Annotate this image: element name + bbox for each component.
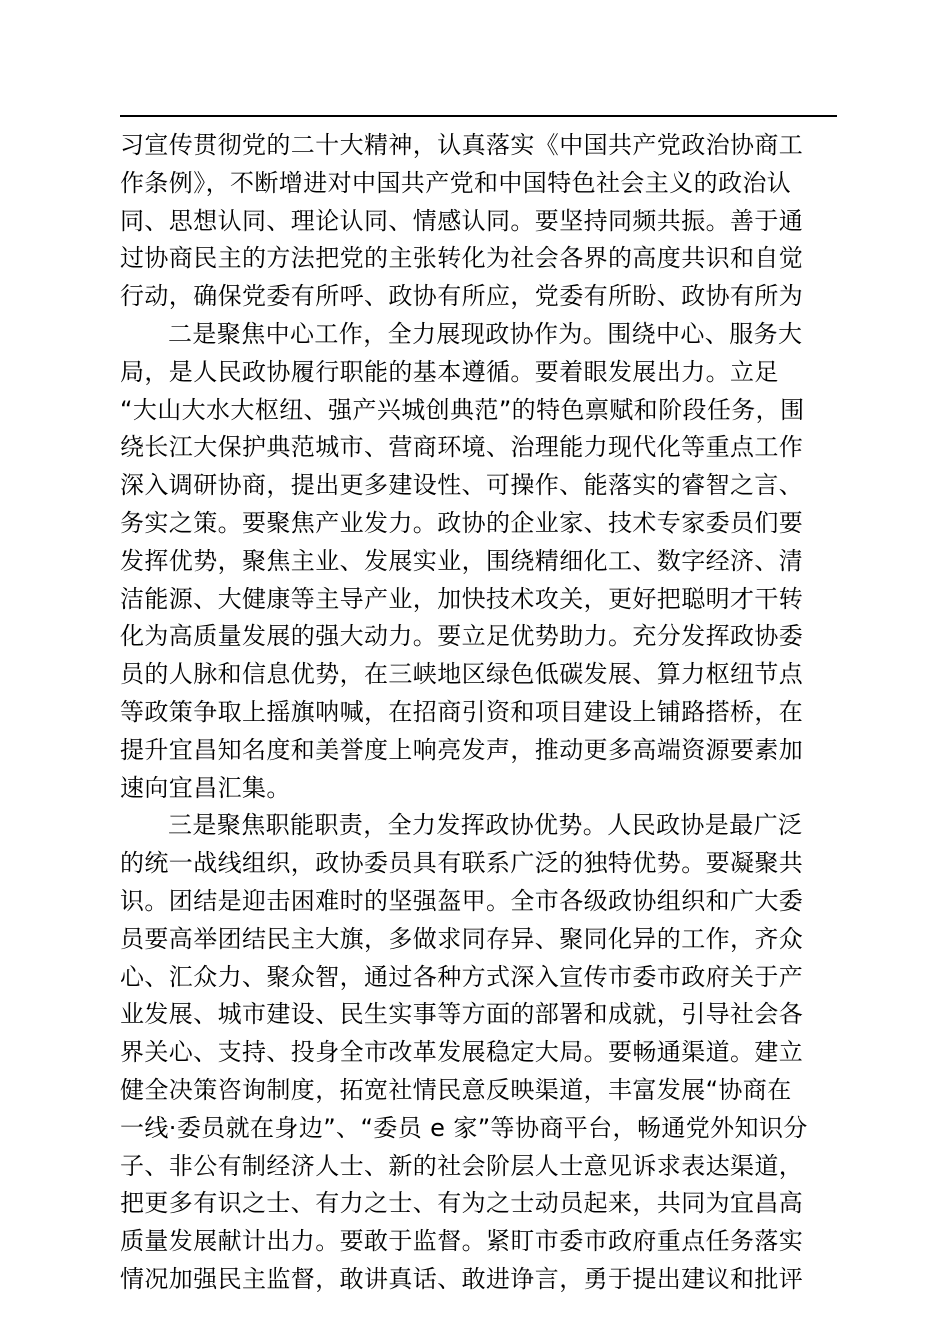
- text-line: 员要高举团结民主大旗，多做求同存异、聚同化异的工作，齐众: [120, 924, 804, 953]
- paragraph-first-line: 三是聚焦职能职责，全力发挥政协优势。人民政协是最广泛: [168, 811, 803, 840]
- text-line: 习宣传贯彻党的二十大精神，认真落实《中国共产党政治协商工: [120, 131, 804, 159]
- text-line: 深入调研协商，提出更多建设性、可操作、能落实的睿智之言、: [120, 471, 804, 500]
- text-line: 行动，确保党委有所呼、政协有所应，党委有所盼、政协有所为: [120, 282, 804, 311]
- text-line: 化为高质量发展的强大动力。要立足优势助力。充分发挥政协委: [120, 622, 804, 651]
- text-line: 识。团结是迎击困难时的坚强盔甲。全市各级政协组织和广大委: [120, 886, 804, 915]
- text-line: 提升宜昌知名度和美誉度上响亮发声，推动更多高端资源要素加: [120, 735, 804, 764]
- text-line: 过协商民主的方法把党的主张转化为社会各界的高度共识和自觉: [120, 244, 804, 273]
- text-line: 质量发展献计出力。要敢于监督。紧盯市委市政府重点任务落实: [120, 1227, 804, 1256]
- text-line: 健全决策咨询制度，拓宽社情民意反映渠道，丰富发展“协商在: [120, 1075, 792, 1104]
- text-line: 洁能源、大健康等主导产业，加快技术攻关，更好把聪明才干转: [120, 584, 804, 613]
- text-line: 速向宜昌汇集。: [120, 773, 291, 802]
- document-body: [120, 127, 860, 1299]
- text-line: 等政策争取上摇旗呐喊，在招商引资和项目建设上铺路搭桥，在: [120, 697, 804, 726]
- text-line: 把更多有识之士、有力之士、有为之士动员起来，共同为宜昌高: [120, 1189, 804, 1218]
- text-line: 一线·委员就在身边”、“委员 e 家”等协商平台，畅通党外知识分: [120, 1113, 808, 1142]
- text-line: 心、汇众力、聚众智，通过各种方式深入宣传市委市政府关于产: [120, 962, 804, 991]
- text-line: “大山大水大枢纽、强产兴城创典范”的特色禀赋和阶段任务，围: [120, 395, 805, 424]
- text-line: 员的人脉和信息优势，在三峡地区绿色低碳发展、算力枢纽节点: [120, 660, 804, 689]
- text-line: 局，是人民政协履行职能的基本遵循。要着眼发展出力。立足: [120, 357, 779, 386]
- text-line: 发挥优势，聚焦主业、发展实业，围绕精细化工、数字经济、清: [120, 546, 804, 575]
- text-line: 业发展、城市建设、民生实事等方面的部署和成就，引导社会各: [120, 1000, 804, 1029]
- text-line: 作条例》，不断增进对中国共产党和中国特色社会主义的政治认: [120, 168, 792, 197]
- header-rule: [120, 115, 837, 117]
- text-line: 绕长江大保护典范城市、营商环境、治理能力现代化等重点工作: [120, 433, 804, 462]
- text-line: 界关心、支持、投身全市改革发展稳定大局。要畅通渠道。建立: [120, 1038, 804, 1067]
- text-line: 同、思想认同、理论认同、情感认同。要坚持同频共振。善于通: [120, 206, 804, 235]
- paragraph-first-line: 二是聚焦中心工作，全力展现政协作为。围绕中心、服务大: [168, 319, 803, 348]
- text-line: 的统一战线组织，政协委员具有联系广泛的独特优势。要凝聚共: [120, 849, 804, 878]
- text-line: 情况加强民主监督，敢讲真话、敢进诤言，勇于提出建议和批评: [120, 1264, 804, 1293]
- text-line: 子、非公有制经济人士、新的社会阶层人士意见诉求表达渠道，: [120, 1151, 804, 1180]
- text-line: 务实之策。要聚焦产业发力。政协的企业家、技术专家委员们要: [120, 508, 804, 537]
